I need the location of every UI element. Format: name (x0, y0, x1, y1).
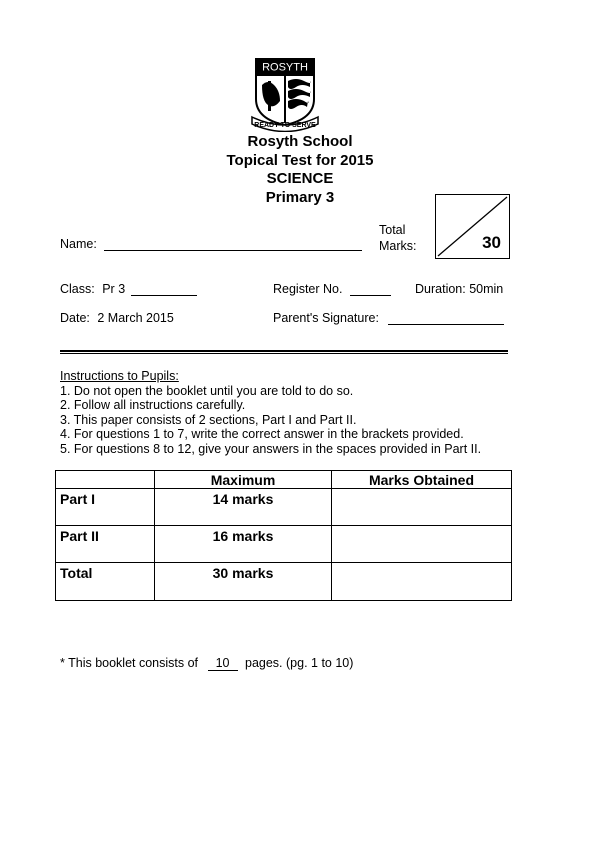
instruction-item: 1. Do not open the booklet until you are told to do so. (60, 383, 354, 398)
school-name: Rosyth School (247, 133, 353, 150)
table-row (56, 489, 512, 526)
row-maximum: 30 marks (155, 563, 332, 601)
school-crest (250, 57, 320, 132)
instruction-item: 5. For questions 8 to 12, give your answers in the spaces provided in Part II. (60, 441, 482, 456)
total-marks-value: 30 (482, 233, 501, 252)
row-obtained[interactable] (332, 563, 512, 601)
total-label-line1: Total (379, 223, 406, 237)
total-marks-label (379, 222, 417, 254)
date-label: Date: (60, 311, 90, 325)
row-obtained[interactable] (332, 526, 512, 563)
register-field[interactable] (350, 295, 391, 296)
row-obtained[interactable] (332, 489, 512, 526)
class-row (60, 282, 125, 296)
name-field[interactable] (104, 250, 362, 251)
instructions (60, 369, 540, 457)
total-label-line2: Marks: (379, 239, 417, 253)
instructions-title: Instructions to Pupils: (60, 369, 179, 383)
duration-text: Duration: 50min (415, 282, 504, 296)
total-marks-box (435, 194, 510, 259)
header-cell (56, 471, 155, 489)
test-title: Topical Test for 2015 (226, 152, 374, 169)
crest-name: ROSYTH (262, 61, 308, 74)
class-label: Class: (60, 282, 95, 296)
level-title: Primary 3 (265, 189, 335, 206)
booklet-note (60, 656, 353, 671)
row-maximum: 16 marks (155, 526, 332, 563)
date-row (60, 311, 174, 325)
divider (60, 350, 508, 354)
instruction-item: 3. This paper consists of 2 sections, Part I and Part II. (60, 412, 357, 427)
instruction-item: 4. For questions 1 to 7, write the correct answer in the brackets provided. (60, 427, 464, 442)
booklet-page-count: 10 (208, 656, 238, 671)
class-value: Pr 3 (102, 282, 126, 296)
table-row (56, 563, 512, 601)
subject-title: SCIENCE (266, 170, 334, 187)
marks-table (55, 470, 512, 601)
signature-field[interactable] (388, 324, 504, 325)
booklet-note-prefix: * This booklet consists of (60, 656, 199, 670)
row-part: Part I (56, 489, 155, 526)
row-part: Total (56, 563, 155, 601)
table-header-row (56, 471, 512, 489)
name-label: Name: (60, 237, 97, 251)
table-row (56, 526, 512, 563)
instruction-item: 2. Follow all instructions carefully. (60, 398, 246, 413)
class-field[interactable] (131, 295, 197, 296)
booklet-note-suffix: pages. (pg. 1 to 10) (245, 656, 354, 670)
header-maximum: Maximum (155, 471, 332, 489)
row-part: Part II (56, 526, 155, 563)
register-label: Register No. (273, 282, 343, 296)
crest-motto: READY TO SERVE (254, 122, 316, 129)
row-maximum: 14 marks (155, 489, 332, 526)
date-value: 2 March 2015 (97, 311, 174, 325)
header-marks-obtained: Marks Obtained (332, 471, 512, 489)
signature-label: Parent's Signature: (273, 311, 379, 325)
